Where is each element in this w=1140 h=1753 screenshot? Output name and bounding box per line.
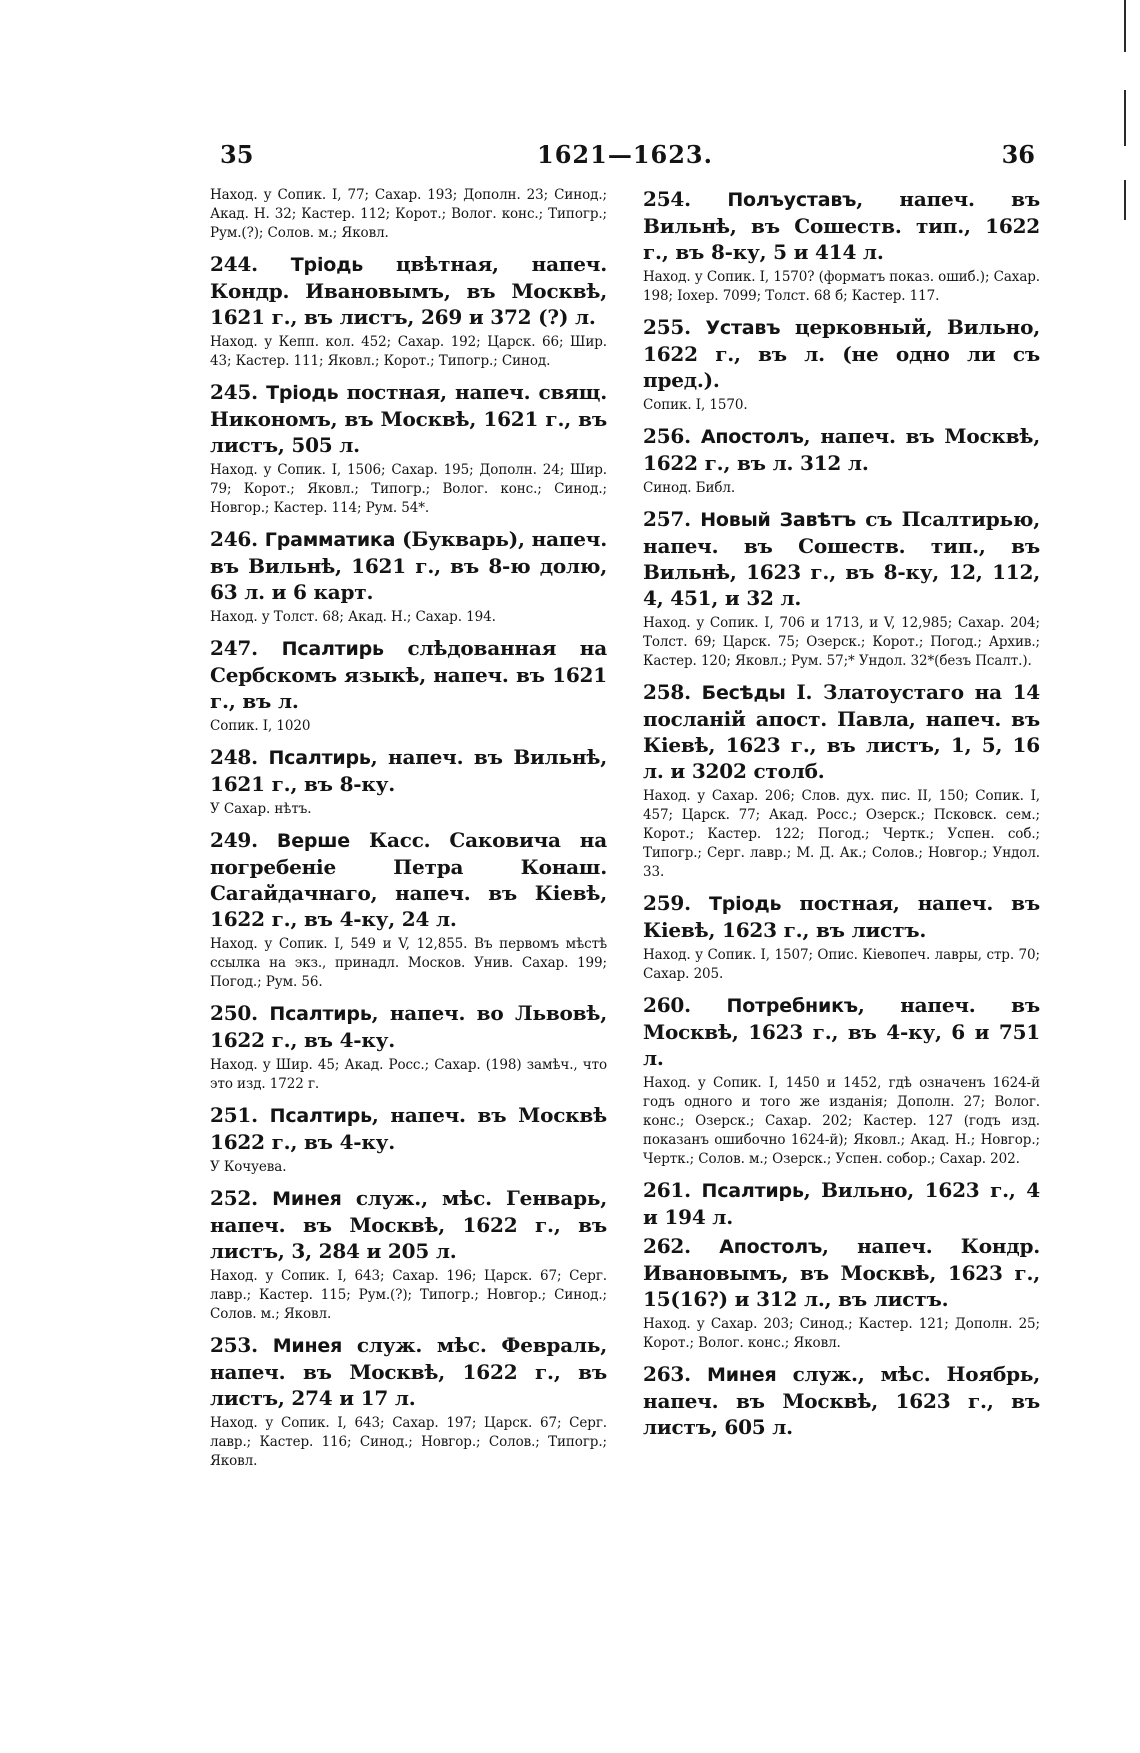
entry-title: Тріодь xyxy=(266,382,339,404)
entry-number: 260. xyxy=(643,993,691,1017)
entry-number: 251. xyxy=(210,1103,258,1127)
catalog-entry xyxy=(210,635,607,714)
entry-number: 252. xyxy=(210,1186,258,1210)
entry-description: Касс. Саковича на погребеніе Петра Конаш. Сагайдачнаго, напеч. въ Кіевѣ, 1622 г., въ 4-ку, 24 л. xyxy=(210,828,608,931)
entry-description: (Букварь), напеч. въ Вильнѣ, 1621 г., въ 8-ю долю, 63 л. и 6 карт. xyxy=(210,527,607,604)
entry-number: 258. xyxy=(643,680,691,704)
entry-title: Тріодь xyxy=(709,893,782,915)
catalog-entry xyxy=(643,1361,1040,1440)
entry-title: Бесѣды xyxy=(701,682,786,704)
entry-description: слѣдованная на Сербскомъ языкѣ, напеч. въ 1621 г., въ л. xyxy=(210,636,608,713)
entry-description: съ Псалтирью, напеч. въ Сошеств. тип., въ Вильнѣ, 1623 г., въ 8-ку, 12, 112, 4, 451, и 32 л. xyxy=(643,507,1041,610)
entry-description: постная, напеч. свящ. Никономъ, въ Москвѣ, 1621 г., въ листъ, 505 л. xyxy=(210,380,607,457)
holdings-note: У Сахар. нѣтъ. xyxy=(210,801,312,817)
catalog-entry xyxy=(643,1177,1040,1230)
entry-number: 259. xyxy=(643,891,691,915)
entry-number: 246. xyxy=(210,527,258,551)
catalog-entry xyxy=(210,379,607,458)
entry-description: служ., мѣс. Генварь, напеч. въ Москвѣ, 1622 г., въ листъ, 3, 284 и 205 л. xyxy=(210,1186,608,1263)
catalog-entry xyxy=(643,506,1040,611)
catalog-entry xyxy=(210,526,607,605)
catalog-entry xyxy=(210,1102,607,1155)
page-number-left: 35 xyxy=(220,140,254,169)
scan-edge-mark xyxy=(1124,180,1126,220)
catalog-entry xyxy=(643,1233,1040,1312)
entry-title: Минея xyxy=(272,1188,342,1210)
scan-edge-mark xyxy=(1124,90,1126,146)
entry-title: Минея xyxy=(707,1364,777,1386)
scan-edge-mark xyxy=(1124,0,1126,52)
holdings-note: Наход. у Кепп. кол. 452; Сахар. 192; Царск. 66; Шир. 43; Кастер. 111; Яковл.; Корот.; Типогр.; Синод. xyxy=(210,334,607,369)
entry-description: , напеч. въ Вильнѣ, 1621 г., въ 8-ку. xyxy=(210,745,607,796)
entry-description: , напеч. въ Вильнѣ, въ Сошеств. тип., 1622 г., въ 8-ку, 5 и 414 л. xyxy=(643,187,1040,264)
entry-description: , Вильно, 1623 г., 4 и 194 л. xyxy=(643,1178,1040,1229)
two-column-body xyxy=(210,186,1040,1479)
entry-number: 262. xyxy=(643,1234,691,1258)
entry-description: служ. мѣс. Февраль, напеч. въ Москвѣ, 1622 г., въ листъ, 274 и 17 л. xyxy=(210,1333,608,1410)
entry-title: Псалтирь xyxy=(269,1105,372,1127)
right-column xyxy=(643,186,1040,1479)
entry-title: Тріодь xyxy=(290,254,364,276)
holdings-note: Наход. у Сопик. I, 77; Сахар. 193; Дополн. 23; Синод.; Акад. Н. 32; Кастер. 112; Корот.; Волог. конс.; Типогр.; Рум.(?); Солов. м.; Яковл. xyxy=(210,187,607,241)
left-column xyxy=(210,186,607,1479)
holdings-note: Наход. у Сахар. 206; Слов. дух. пис. II, 150; Сопик. I, 457; Царск. 77; Акад. Росс.; Озерск.; Псковск. сем.; Корот.; Кастер. 122; Погод.; Чертк.; Успен. соб.; Типогр.; Серг. лавр.; М. Д. Ак.; Солов.; Новгор.; Ундол. 33. xyxy=(643,788,1040,880)
entry-title: Псалтирь xyxy=(269,1003,372,1025)
catalog-entry xyxy=(643,890,1040,943)
entry-number: 261. xyxy=(643,1178,691,1202)
entry-description: , напеч. въ Москвѣ, 1622 г., въ л. 312 л. xyxy=(643,424,1040,475)
catalog-entry xyxy=(643,314,1040,393)
entry-title: Уставъ xyxy=(705,317,781,339)
catalog-entry xyxy=(643,679,1040,784)
entry-title: Апостолъ xyxy=(700,426,804,448)
entry-title: Полъуставъ xyxy=(727,189,857,211)
entry-number: 254. xyxy=(643,187,691,211)
entry-number: 256. xyxy=(643,424,691,448)
holdings-note: Наход. у Сопик. I, 1450 и 1452, гдѣ означенъ 1624-й годъ одного и того же изданія; Дополн. 27; Волог. конс.; Озерск.; Сахар. 202; Кастер. 127 (годъ изд. показанъ ошибочно 1624-й); Яковл.; Акад. Н.; Новгор.; Чертк.; Солов. м.; Озерск.; Успен. собор.; Сахар. 202. xyxy=(643,1075,1040,1167)
entry-number: 257. xyxy=(643,507,691,531)
entry-title: Апостолъ xyxy=(719,1236,823,1258)
year-range-heading: 1621—1623. xyxy=(537,140,713,169)
holdings-note: У Кочуева. xyxy=(210,1159,287,1175)
catalog-entry xyxy=(210,251,607,330)
entry-description: , напеч. во Львовѣ, 1622 г., въ 4-ку. xyxy=(210,1001,607,1052)
holdings-note: Наход. у Сопик. I, 643; Сахар. 197; Царск. 67; Серг. лавр.; Кастер. 116; Синод.; Новгор.; Солов.; Типогр.; Яковл. xyxy=(210,1415,607,1469)
catalog-entry xyxy=(643,186,1040,265)
entry-number: 244. xyxy=(210,252,258,276)
holdings-note: Наход. у Сопик. I, 643; Сахар. 196; Царск. 67; Серг. лавр.; Кастер. 115; Рум.(?); Типогр.; Новгор.; Синод.; Солов. м.; Яковл. xyxy=(210,1268,607,1322)
catalog-entry xyxy=(210,1185,607,1264)
holdings-note: Наход. у Сопик. I, 1570? (форматъ показ. ошиб.); Сахар. 198; Іохер. 7099; Толст. 68 б; Кастер. 117. xyxy=(643,269,1040,304)
entry-description: , напеч. въ Москвѣ, 1623 г., въ 4-ку, 6 и 751 л. xyxy=(643,993,1040,1070)
entry-number: 247. xyxy=(210,636,258,660)
entry-number: 250. xyxy=(210,1001,258,1025)
entry-title: Новый Завѣтъ xyxy=(700,509,856,531)
holdings-note: Наход. у Сопик. I, 1506; Сахар. 195; Дополн. 24; Шир. 79; Корот.; Яковл.; Типогр.; Волог. конс.; Синод.; Новгор.; Кастер. 114; Рум. 54*. xyxy=(210,462,607,516)
entry-title: Минея xyxy=(272,1335,343,1357)
holdings-note: Наход. у Сопик. I, 706 и 1713, и V, 12,985; Сахар. 204; Толст. 69; Царск. 75; Озерск.; Корот.; Погод.; Архив.; Кастер. 120; Яковл.; Рум. 57;* Ундол. 32*(безъ Псалт.). xyxy=(643,615,1040,669)
holdings-note: Наход. у Толст. 68; Акад. Н.; Сахар. 194. xyxy=(210,609,496,625)
entry-title: Потребникъ xyxy=(726,995,858,1017)
entry-number: 249. xyxy=(210,828,258,852)
entry-description: церковный, Вильно, 1622 г., въ л. (не одно ли съ пред.). xyxy=(643,315,1041,392)
catalog-entry xyxy=(210,1332,607,1411)
holdings-note: Наход. у Сопик. I, 1507; Опис. Кіевопеч. лавры, стр. 70; Сахар. 205. xyxy=(643,947,1040,982)
catalog-entry xyxy=(643,423,1040,476)
holdings-note: Сопик. I, 1570. xyxy=(643,397,748,413)
entry-number: 253. xyxy=(210,1333,258,1357)
holdings-note: Наход. у Сахар. 203; Синод.; Кастер. 121; Дополн. 25; Корот.; Волог. конс.; Яковл. xyxy=(643,1316,1040,1351)
entry-number: 248. xyxy=(210,745,258,769)
catalog-entry xyxy=(643,992,1040,1071)
entry-title: Псалтирь xyxy=(281,638,384,660)
catalog-entry xyxy=(210,1000,607,1053)
catalog-entry xyxy=(210,744,607,797)
holdings-note: Сопик. I, 1020 xyxy=(210,718,311,734)
entry-description: І. Златоустаго на 14 посланій апост. Павла, напеч. въ Кіевѣ, 1623 г., въ листъ, 1, 5, 16 л. и 3202 столб. xyxy=(643,680,1041,783)
page-number-right: 36 xyxy=(1001,140,1035,169)
holdings-note: Синод. Библ. xyxy=(643,480,736,496)
entry-description: служ., мѣс. Ноябрь, напеч. въ Москвѣ, 1623 г., въ листъ, 605 л. xyxy=(643,1362,1041,1439)
running-head xyxy=(210,140,1040,180)
entry-number: 263. xyxy=(643,1362,691,1386)
entry-description: , напеч. Кондр. Ивановымъ, въ Москвѣ, 1623 г., 15(16?) и 312 л., въ листъ. xyxy=(643,1234,1040,1311)
entry-title: Псалтирь xyxy=(701,1180,804,1202)
holdings-note: Наход. у Шир. 45; Акад. Росс.; Сахар. (198) замѣч., что это изд. 1722 г. xyxy=(210,1057,607,1092)
entry-title: Грамматика xyxy=(264,529,396,551)
entry-number: 255. xyxy=(643,315,691,339)
document-page xyxy=(210,140,1041,1469)
catalog-entry xyxy=(210,827,607,932)
entry-title: Псалтирь xyxy=(268,747,371,769)
entry-number: 245. xyxy=(210,380,258,404)
entry-description: постная, напеч. въ Кіевѣ, 1623 г., въ листъ. xyxy=(643,891,1041,942)
entry-description: , напеч. въ Москвѣ 1622 г., въ 4-ку. xyxy=(210,1103,607,1154)
entry-title: Верше xyxy=(276,830,350,852)
entry-description: цвѣтная, напеч. Кондр. Ивановымъ, въ Москвѣ, 1621 г., въ листъ, 269 и 372 (?) л. xyxy=(210,252,608,329)
holdings-note: Наход. у Сопик. I, 549 и V, 12,855. Въ первомъ мѣстѣ ссылка на экз., принадл. Москов. Унив. Сахар. 199; Погод.; Рум. 56. xyxy=(210,936,607,990)
